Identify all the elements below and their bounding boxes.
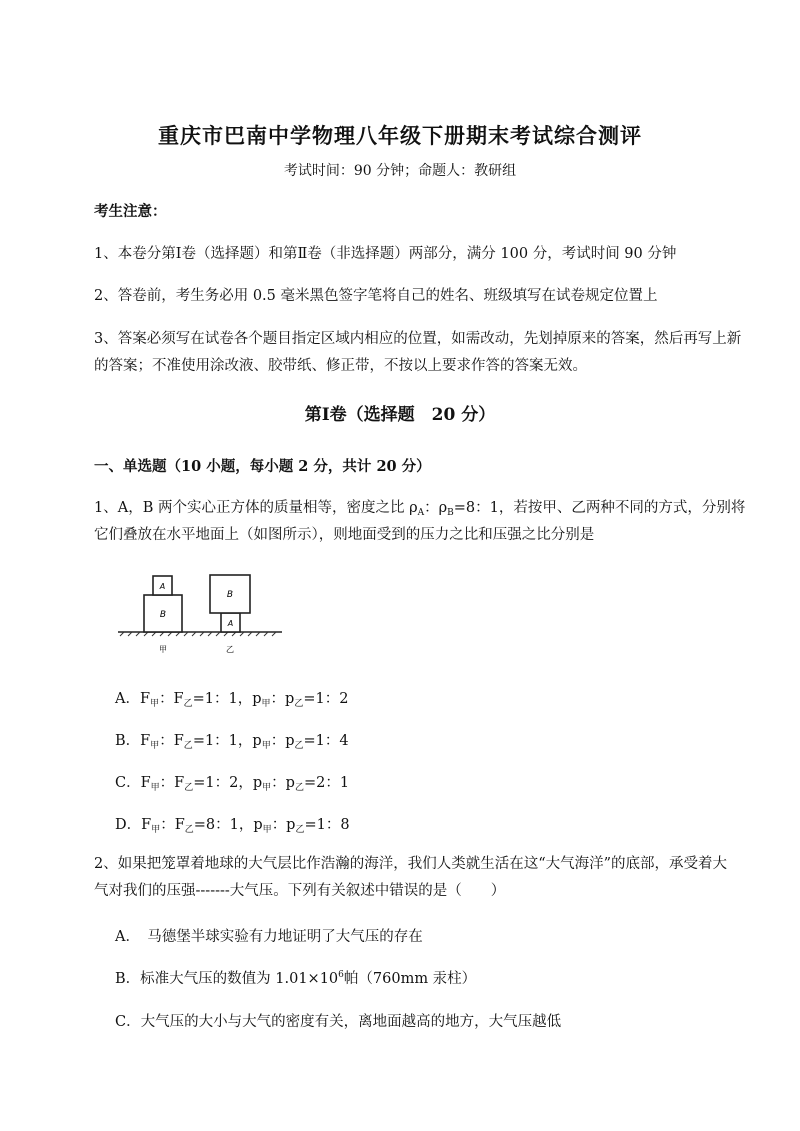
notice-item-3: 3、答案必须写在试卷各个题目指定区域内相应的位置，如需改动，先划掉原来的答案，然后再写上新 bbox=[94, 331, 742, 347]
notice-item-1: 1、本卷分第Ⅰ卷（选择题）和第Ⅱ卷（非选择题）两部分，满分 100 分，考试时间 90 分钟 bbox=[94, 246, 677, 262]
question-1-figure bbox=[116, 566, 286, 658]
yi-label-b: B bbox=[226, 590, 234, 600]
q2-option-b[interactable]: B．标准大气压的数值为 $1.01\times 10^6$帕（760mm 汞柱） bbox=[115, 970, 477, 987]
question-2-line-2: 气对我们的压强-------大气压。下列有关叙述中错误的是（ ） bbox=[94, 883, 506, 899]
q1-option-c[interactable]: C．$F_甲$：$F_乙=1$：2，$p_甲$：$p_乙=2$：1 bbox=[115, 775, 350, 793]
notice-item-2: 2、答卷前，考生务必用 0.5 毫米黑色签字笔将自己的姓名、班级填写在试卷规定位置上 bbox=[94, 288, 658, 304]
q1-text-a: 1、A，B 两个实心正方体的质量相等，密度之比 ρ bbox=[94, 500, 418, 516]
q1-sub-a: A bbox=[417, 508, 425, 518]
exam-title: 重庆市巴南中学物理八年级下册期末考试综合测评 bbox=[158, 123, 642, 148]
notice-item-3-cont: 的答案；不准使用涂改液、胶带纸、修正带，不按以上要求作答的答案无效。 bbox=[94, 358, 587, 374]
part-heading: 一、单选题（10 小题，每小题 2 分，共计 20 分） bbox=[94, 458, 431, 475]
jia-label-a: A bbox=[159, 582, 166, 591]
q2-option-a[interactable]: A． 马德堡半球实验有力地证明了大气压的存在 bbox=[115, 929, 423, 945]
q2-option-c[interactable]: C．大气压的大小与大气的密度有关，离地面越高的地方，大气压越低 bbox=[115, 1014, 562, 1030]
jia-label-b: B bbox=[159, 610, 167, 620]
q1-text-b: ：ρ bbox=[424, 500, 448, 516]
exam-subtitle: 考试时间：90 分钟；命题人：教研组 bbox=[283, 163, 517, 179]
q1-option-b[interactable]: B．$F_甲$：$F_乙=1$：1，$p_甲$：$p_乙=1$：4 bbox=[115, 733, 349, 751]
q1-sub-b: B bbox=[447, 508, 454, 518]
figure-label-yi: 乙 bbox=[226, 645, 234, 654]
q1-option-a[interactable]: A．$F_甲$：$F_乙=1$：1，$p_甲$：$p_乙=1$：2 bbox=[115, 691, 349, 709]
section-title: 第Ⅰ卷（选择题 20 分） bbox=[304, 405, 496, 425]
q1-option-d[interactable]: D．$F_甲$：$F_乙=8$：1，$p_甲$：$p_乙=1$：8 bbox=[115, 817, 350, 835]
question-2-line-1: 2、如果把笼罩着地球的大气层比作浩瀚的海洋，我们人类就生活在这“大气海洋”的底部，承受着大 bbox=[94, 856, 728, 872]
question-1-line-2: 它们叠放在水平地面上（如图所示），则地面受到的压力之比和压强之比分别是 bbox=[94, 527, 595, 543]
figure-label-jia: 甲 bbox=[159, 645, 167, 654]
notice-heading: 考生注意： bbox=[94, 203, 167, 220]
yi-label-a: A bbox=[227, 619, 234, 628]
q1-text-c: =8：1，若按甲、乙两种不同的方式，分别将 bbox=[453, 500, 746, 516]
